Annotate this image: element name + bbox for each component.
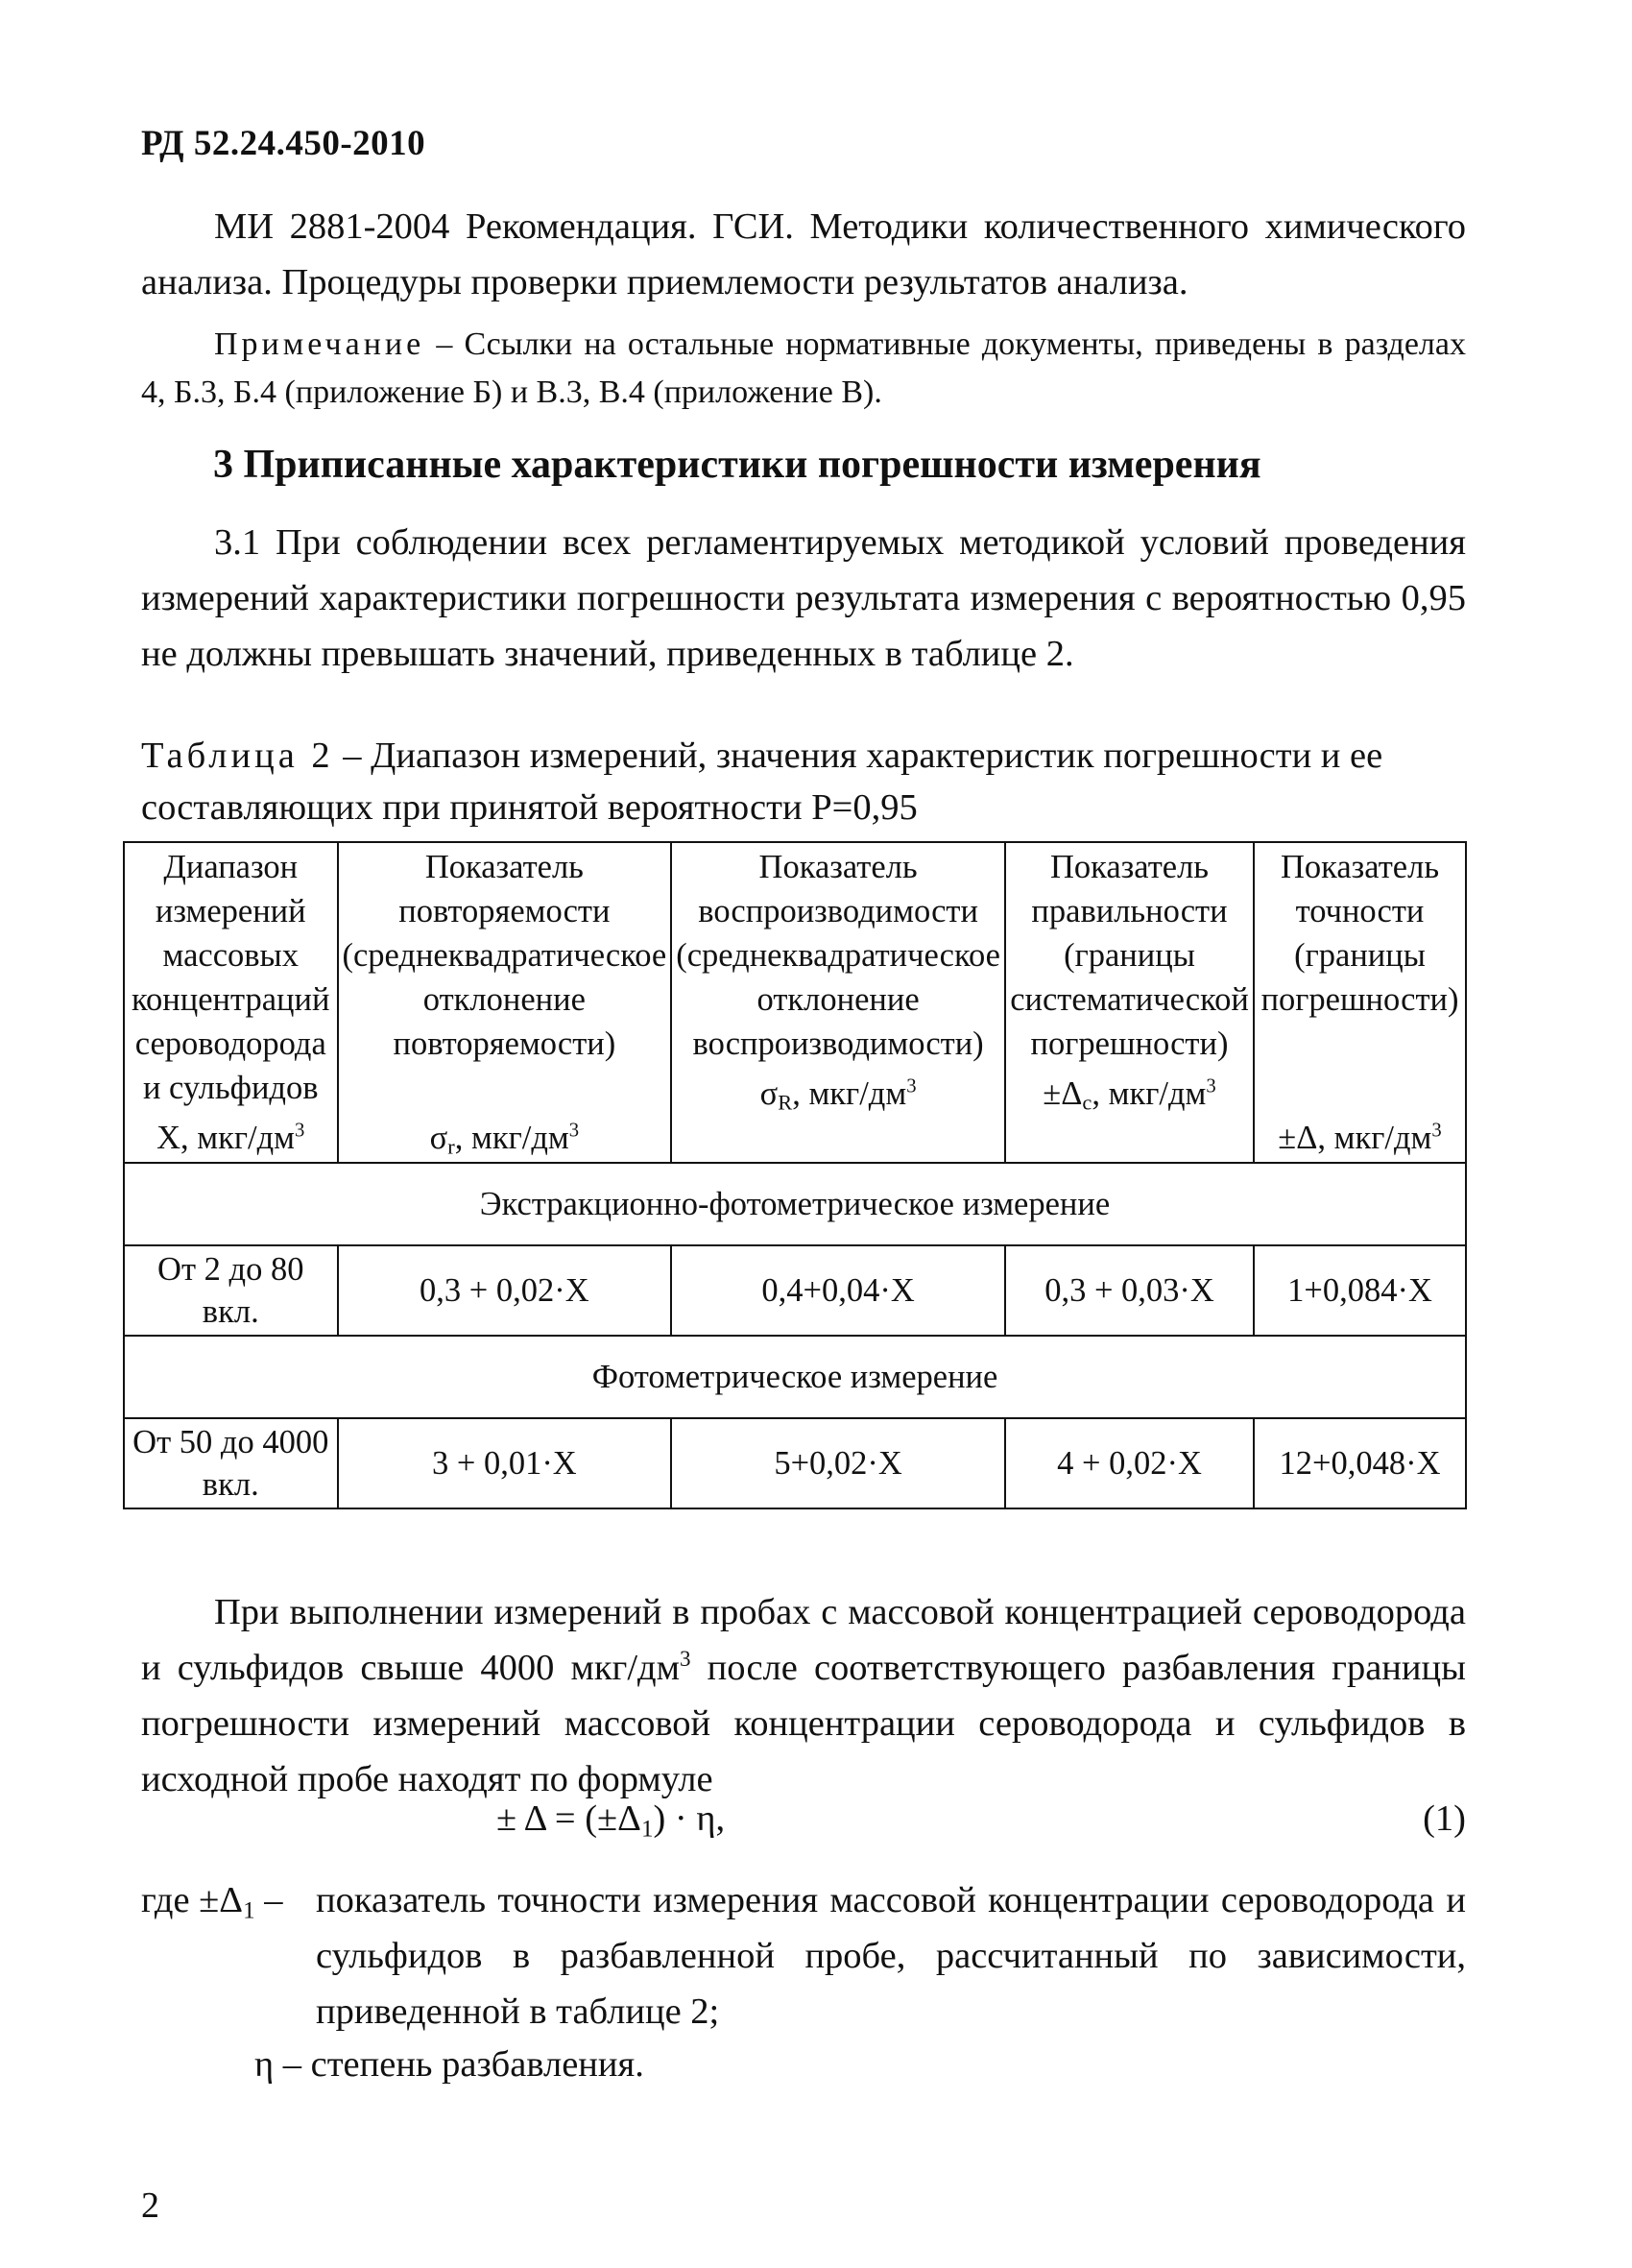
dilution-paragraph: При выполнении измерений в пробах с массовой концентрацией сероводорода и сульфидов свыше 4000 мкг/$дм^3$ после соответствующего разбавления границы погрешности измерений массовой концентрации сероводорода и сульфидов в исходной пробе находят по формуле — [141, 1592, 1466, 1799]
table-caption-text: – Диапазон измерений, значения характеристик погрешности и ее составляющих при принятой вероятности Р=0,95 — [141, 736, 1383, 828]
formula-number: (1) — [1423, 1798, 1466, 1839]
reference-paragraph: МИ 2881-2004 Рекомендация. ГСИ. Методики количественного химического анализа. Процедуры проверки приемлемости результатов анализа. — [141, 206, 1466, 302]
document-code: РД 52.24.450-2010 — [141, 124, 426, 163]
header-accuracy — [1254, 842, 1466, 1163]
header-trueness-text: Показатель правильности (границы систематической погрешности) — [1010, 849, 1249, 1062]
section-photometric: Фотометрическое измерение — [124, 1336, 1466, 1418]
header-reproducibility-unit: $\sigma_R$, мкг/$дм^3$ — [759, 1075, 917, 1115]
eta-definition: η – степень разбавления. — [254, 2044, 644, 2085]
where-definition: показатель точности измерения массовой концентрации сероводорода и сульфидов в разбавленной пробе, рассчитанный по зависимости, приведенной в таблице 2; — [316, 1880, 1466, 2032]
section-title: 3 Приписанные характеристики погрешности измерения — [213, 443, 1261, 487]
table-cell: 4 + 0,02·Х — [1005, 1418, 1254, 1508]
table-row — [124, 1418, 1466, 1508]
header-reproducibility — [671, 842, 1005, 1163]
header-range-unit: Х, мкг/$дм^3$ — [156, 1120, 305, 1156]
header-repeatability — [338, 842, 672, 1163]
section-paragraph: 3.1 При соблюдении всех регламентируемых методикой условий проведения измерений характеристики погрешности результата измерения с вероятностью 0,95 не должны превышать значений, приведенных в таблице 2. — [141, 522, 1466, 674]
header-repeatability-text: Показатель повторяемости (среднеквадратическое отклонение повторяемости) — [342, 849, 667, 1062]
header-trueness-unit: $\pm\Delta_c$, мкг/$дм^3$ — [1043, 1075, 1216, 1115]
table-caption — [141, 730, 1466, 833]
header-range — [124, 842, 338, 1163]
table-caption-label: Таблица 2 — [141, 736, 334, 776]
section-extraction-photometric: Экстракционно-фотометрическое измерение — [124, 1163, 1466, 1245]
formula — [0, 1798, 1466, 1855]
header-accuracy-unit: ±Δ, мкг/$дм^3$ — [1278, 1120, 1442, 1156]
table-header-row — [124, 842, 1466, 1163]
table-cell: 0,3 + 0,03·Х — [1005, 1245, 1254, 1336]
header-repeatability-unit: $\sigma_r$, мкг/$дм^3$ — [429, 1120, 580, 1159]
table-cell: От 50 до 4000 вкл. — [124, 1418, 338, 1508]
header-trueness — [1005, 842, 1254, 1163]
table-cell: От 2 до 80 вкл. — [124, 1245, 338, 1336]
note-label: Примечание — [214, 326, 425, 362]
note-text: – Ссылки на остальные нормативные документы, приведены в разделах 4, Б.3, Б.4 (приложение Б) и В.3, В.4 (приложение В). — [141, 326, 1466, 410]
header-reproducibility-text: Показатель воспроизводимости (среднеквадратическое отклонение воспроизводимости) — [676, 849, 1000, 1062]
table-section-row — [124, 1336, 1466, 1418]
table-section-row — [124, 1163, 1466, 1245]
table-cell: 0,3 + 0,02·Х — [338, 1245, 672, 1336]
formula-expression: ± $\Delta = (\pm\Delta_1) \cdot \eta$, — [496, 1798, 726, 1843]
page-number: 2 — [141, 2185, 159, 2226]
table-cell: 0,4+0,04·Х — [671, 1245, 1005, 1336]
table-cell: 5+0,02·Х — [671, 1418, 1005, 1508]
where-label: где $\pm\Delta_1$ – — [141, 1880, 283, 1924]
table-cell: 1+0,084·Х — [1254, 1245, 1466, 1336]
characteristics-table — [123, 841, 1467, 1509]
note-paragraph — [141, 321, 1466, 417]
table-row — [124, 1245, 1466, 1336]
header-accuracy-text: Показатель точности (границы погрешности) — [1260, 849, 1459, 1018]
table-cell: 12+0,048·Х — [1254, 1418, 1466, 1508]
header-range-text: Диапазон измерений массовых концентраций сероводорода и сульфидов — [132, 849, 330, 1106]
table-cell: 3 + 0,01·Х — [338, 1418, 672, 1508]
